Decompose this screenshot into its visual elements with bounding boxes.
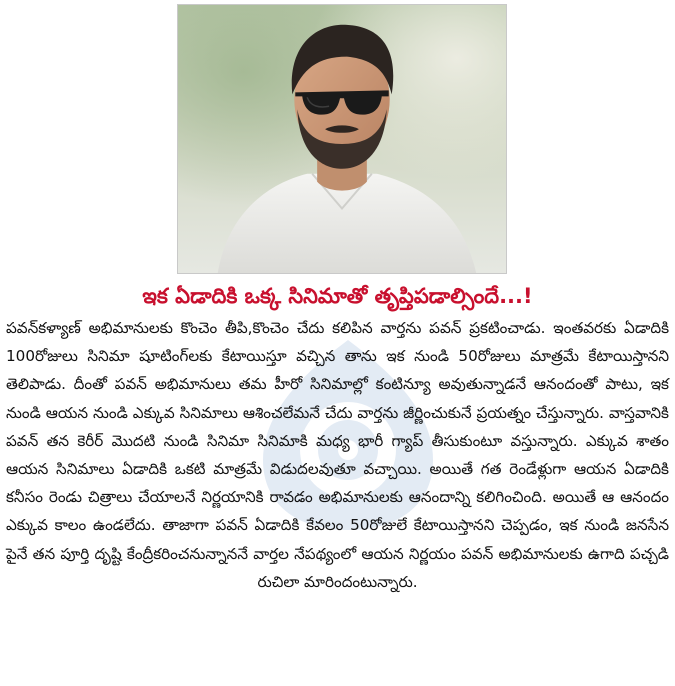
article-body: పవన్‌కళ్యాణ్ అభిమానులకు కొంచెం తీపి,కొంచెం చేదు కలిపిన వార్తను పవన్ ప్రకటించాడు. ఇంతవరకు ఏడాదికి 100రోజులు సినిమా షూటింగ్‌లకు కేటాయిస్తూ వచ్చిన తాను ఇక నుండి 50రోజులు మాత్రమే కేటాయిస్తానని తెలిపాడు. దీంతో పవన్ అభిమానులు తమ హీరో సినిమాల్లో కంటిన్యూ అవుతున్నాడనే ఆనందంతో పాటు, ఇక నుండి ఆయన నుండి ఎక్కువ సినిమాలు ఆశించలేమనే చేదు వార్తను జీర్ణించుకునే ప్రయత్నం చేస్తున్నారు. వాస్తవానికి పవన్ తన కెరీర్ మొదటి నుండి సినిమా సినిమాకి మధ్య భారీ గ్యాప్ తీసుకుంటూ వస్తున్నారు. ఎక్కువ శాతం ఆయన సినిమాలు ఏడాదికి ఒకటి మాత్రమే విడుదలవుతూ వచ్చాయి. అయితే గత రెండేళ్లుగా ఆయన ఏడాదికి కనీసం రెండు చిత్రాలు చేయాలనే నిర్ణయానికి రావడం అభిమానులకు ఆనందాన్ని కలిగించింది. అయితే ఆ ఆనందం ఎక్కువ కాలం ఉండలేదు. తాజాగా పవన్ ఏడాదికి కేవలం 50రోజులే కేటాయిస్తానని చెప్పడం, ఇక నుండి జనసేన పైనే తన పూర్తి దృష్టి కేంద్రీకరించనున్నాననే వార్తల నేపథ్యంలో ఆయన నిర్ణయం పవన్ అభిమానులకు ఉగాది పచ్చడి రుచిలా మారిందంటున్నారు. — [6, 319, 669, 591]
portrait-illustration — [178, 5, 506, 273]
article-photo — [177, 4, 507, 274]
article-headline: ఇక ఏడాదికి ఒక్క సినిమాతో తృప్తిపడాల్సిందే...! — [142, 284, 533, 308]
